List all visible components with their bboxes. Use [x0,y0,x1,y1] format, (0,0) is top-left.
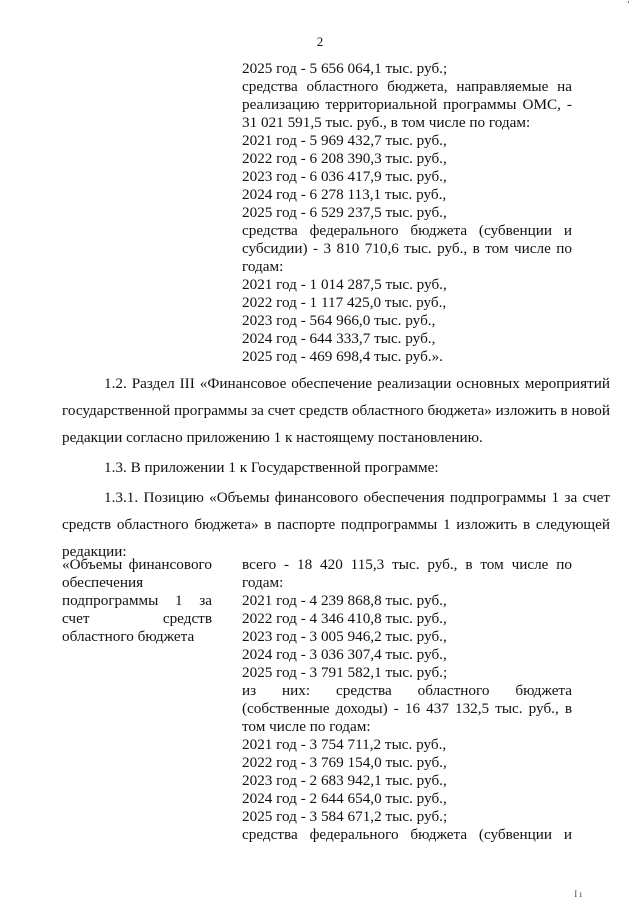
text-line: 2021 год - 3 754 711,2 тыс. руб., [242,736,447,753]
text-line: 2025 год - 3 791 582,1 тыс. руб.; [242,664,448,681]
body-paragraphs [62,370,610,565]
page-number: 2 [316,34,324,49]
text-line: 2024 год - 3 036 307,4 тыс. руб., [242,646,447,663]
text-line: 2022 год - 3 769 154,0 тыс. руб., [242,754,447,771]
text-line: 2023 год - 6 036 417,9 тыс. руб., [242,168,447,185]
text-line: годам: [242,258,284,275]
text-line: 2023 год - 564 966,0 тыс. руб., [242,312,436,329]
text-line: 2023 год - 3 005 946,2 тыс. руб., [242,628,447,645]
paragraph-1-3-1: 1.3.1. Позицию «Объемы финансового обеспечения подпрограммы 1 за счет средств областного бюджета» в паспорте подпрограммы 1 изложить в следующей редакции: [62,489,610,560]
corner-mark: ʼ [626,0,630,11]
text-line: субсидии) - 3 810 710,6 тыс. руб., в том числе по [242,240,572,257]
text-line: 2022 год - 6 208 390,3 тыс. руб., [242,150,447,167]
funding-continuation-block [242,60,572,366]
text-line: 2024 год - 644 333,7 тыс. руб., [242,330,436,347]
text-line: 2025 год - 3 584 671,2 тыс. руб.; [242,808,448,825]
position-value-cell [242,556,572,844]
text-line: 2021 год - 5 969 432,7 тыс. руб., [242,132,447,149]
text-line: 2022 год - 1 117 425,0 тыс. руб., [242,294,447,311]
text-line: 2024 год - 2 644 654,0 тыс. руб., [242,790,447,807]
text-line: 2025 год - 5 656 064,1 тыс. руб.; [242,60,448,77]
text-line: 2024 год - 6 278 113,1 тыс. руб., [242,186,447,203]
text-line: 2025 год - 6 529 237,5 тыс. руб., [242,204,447,221]
text-line: реализацию территориальной программы ОМС, - [242,96,572,113]
position-name-cell: «Объемы финансового обеспечения подпрограммы 1 за счет средств областного бюджета [62,556,212,645]
text-line: из них: средства областного бюджета (собственные доходы) - 16 437 132,5 тыс. руб., в том числе по годам: [242,682,572,735]
text-line: 2025 год - 469 698,4 тыс. руб.». [242,348,443,365]
text-line: всего - 18 420 115,3 тыс. руб., в том числе по годам: [242,556,572,591]
text-line: 2023 год - 2 683 942,1 тыс. руб., [242,772,447,789]
text-line: 2021 год - 1 014 287,5 тыс. руб., [242,276,447,293]
paragraph-1-2: 1.2. Раздел III «Финансовое обеспечение реализации основных мероприятий государственной программы за счет средств областного бюджета» изложить в новой редакции согласно приложению 1 к настоящему постановлению. [62,375,610,446]
text-line: средства федерального бюджета (субвенции и [242,222,572,239]
paragraph-1-3: 1.3. В приложении 1 к Государственной программе: [104,459,439,476]
text-line: 31 021 591,5 тыс. руб., в том числе по годам: [242,114,531,131]
text-line: средства федерального бюджета (субвенции и [242,826,572,843]
foot-mark: I ı [574,889,582,899]
text-line: 2021 год - 4 239 868,8 тыс. руб., [242,592,447,609]
text-line: средства областного бюджета, направляемые на [242,78,572,95]
text-line: 2022 год - 4 346 410,8 тыс. руб., [242,610,447,627]
